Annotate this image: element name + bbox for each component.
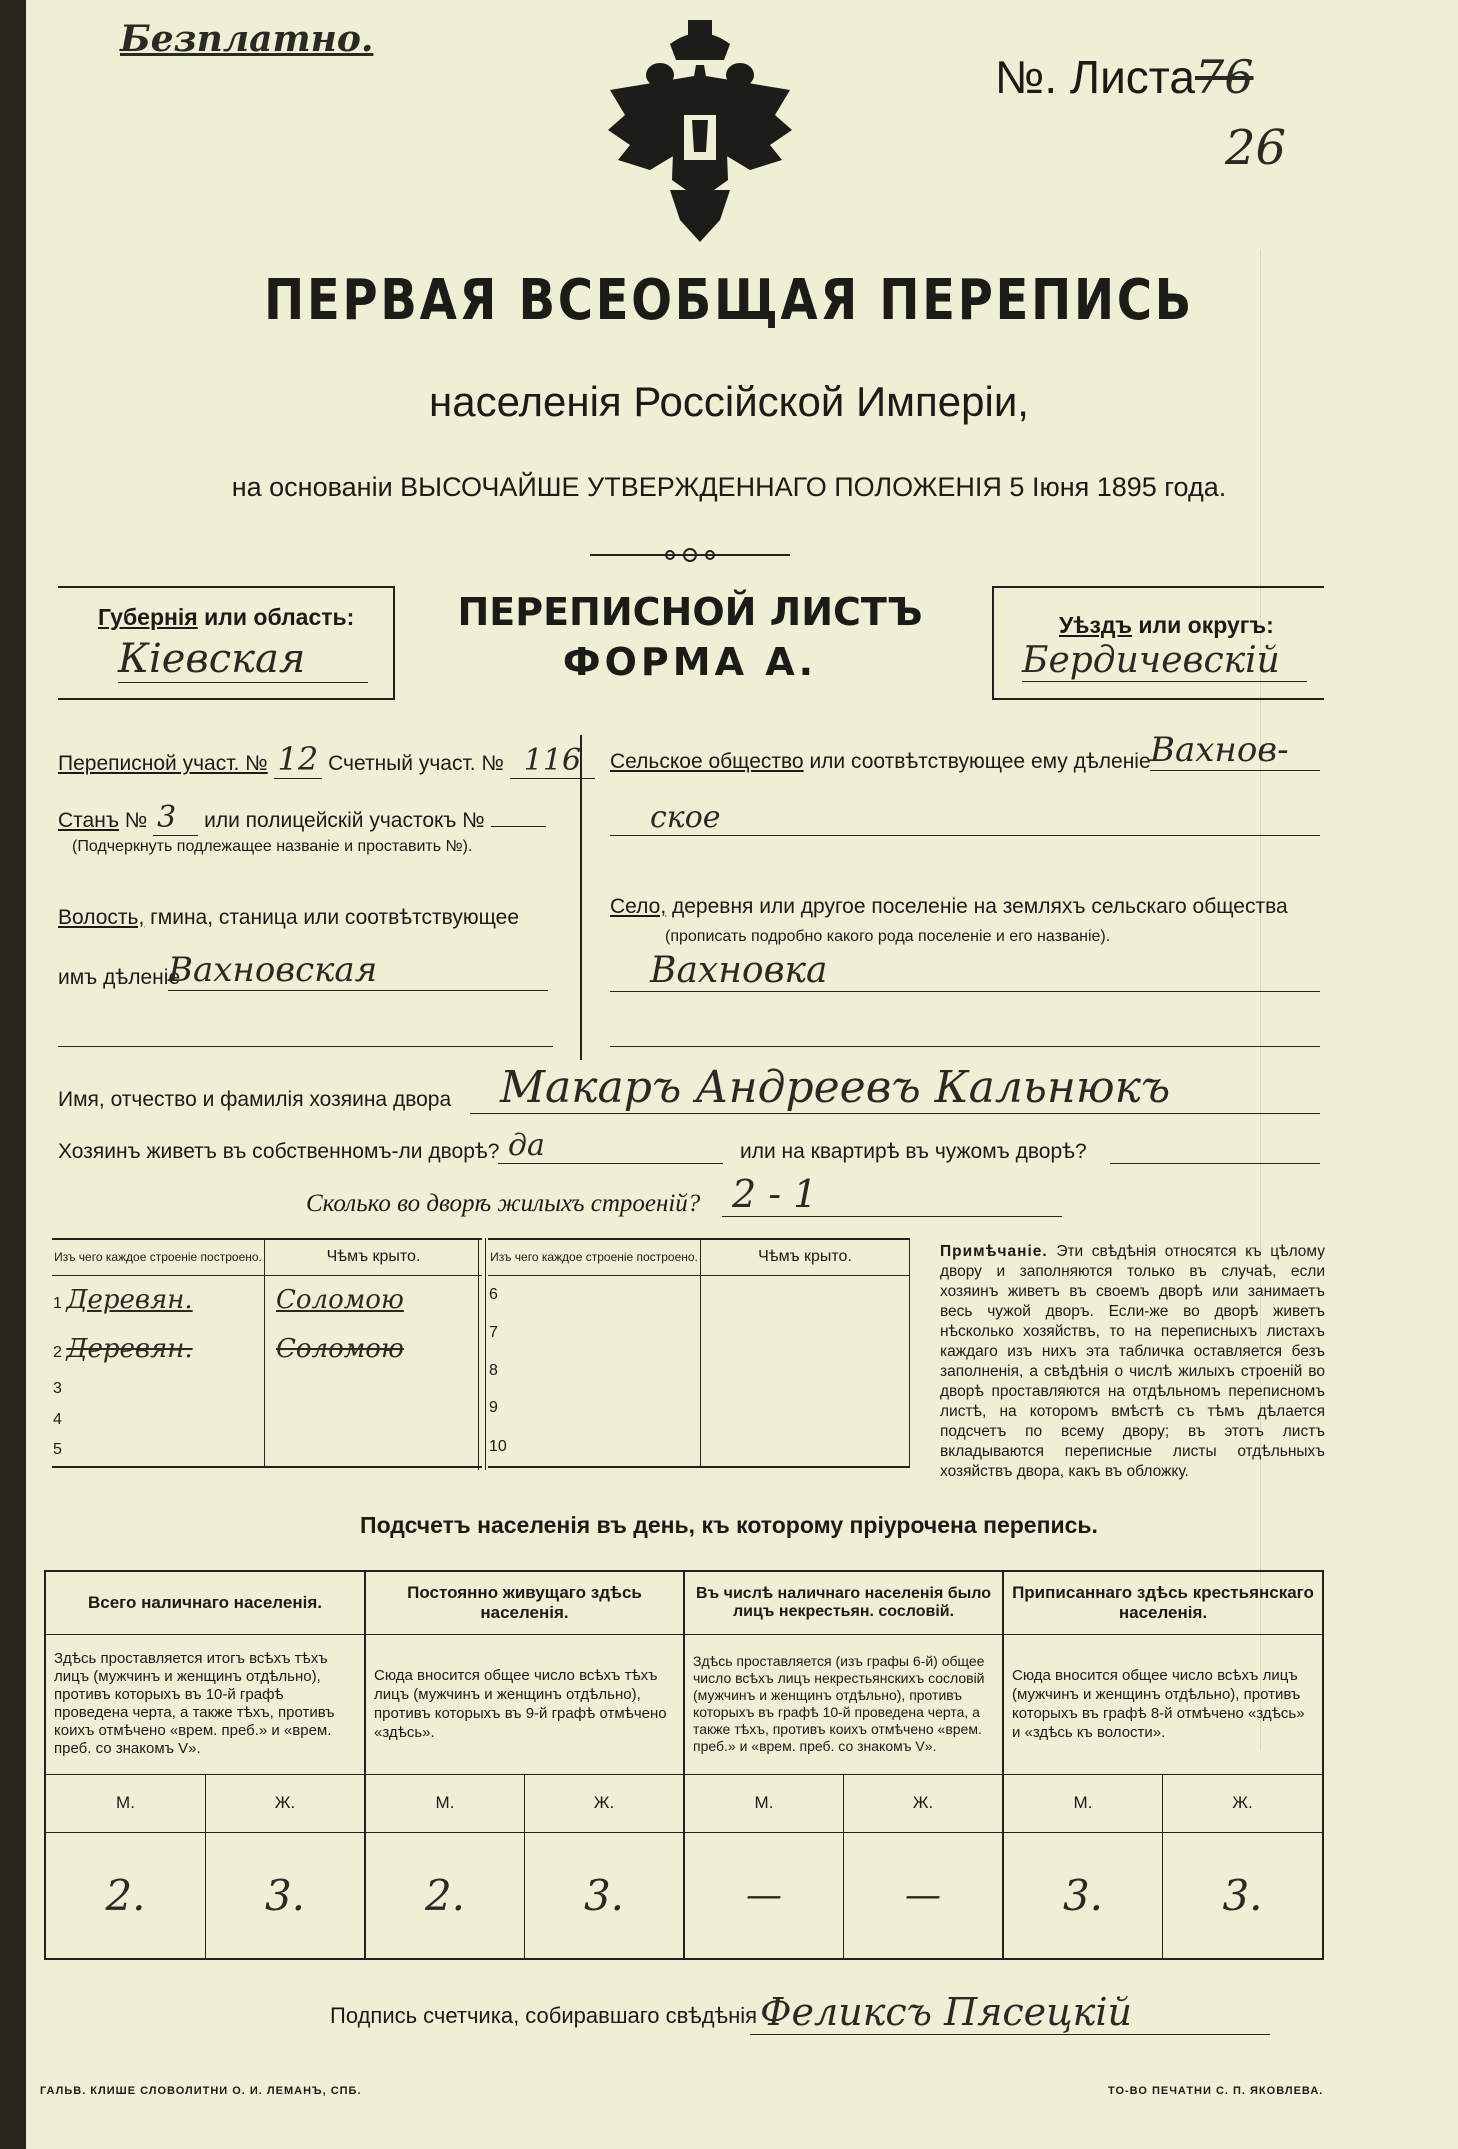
f-header: Ж. [1163,1774,1323,1832]
col-header-material-2: Изъ чего каждое строеніе построено. [488,1239,701,1275]
building-row: 6 [488,1275,910,1314]
count-f[interactable]: 3. [206,1832,366,1958]
building-row: 1 Деревян. Соломою [52,1275,482,1325]
volost-extra-line [58,1046,553,1047]
sheet-number [995,50,1253,104]
building-row: 9 [488,1389,910,1427]
f-header: Ж. [844,1774,1004,1832]
stan-row: Станъ № 3 или полицейскій участокъ № [58,800,546,835]
building-row: 10 [488,1427,910,1467]
building-row: 8 [488,1352,910,1390]
form-line2: ФОРМА А. [562,640,818,684]
signature-label: Подпись счетчика, собиравшаго свѣдѣнія [330,2003,758,2028]
building-roof[interactable]: Соломою [276,1334,404,1365]
group-title: Въ числѣ наличнаго населенія было лицъ некрестьян. сословій. [684,1572,1003,1634]
rural-society-value-1[interactable]: Вахнов- [1150,730,1320,771]
title: ПЕРВАЯ ВСЕОБЩАЯ ПЕРЕПИСЬ [264,268,1194,333]
note-text: Эти свѣдѣнія относятся къ цѣлому двору и заполняются только въ случаѣ, если хозяинъ живетъ въ своемъ дворѣ или занимаетъ весь чужой дворъ. Если-же во дворѣ живетъ нѣсколько хозяйствъ, то на переписныхъ листахъ каждаго изъ нихъ эта табличка оставляется безъ заполненія, а свѣдѣнія о числѣ жилыхъ строеній во дворѣ проставляются на отдѣльномъ переписномъ листѣ, на которомъ вмѣстѣ съ тѣмъ дѣлается подсчетъ по всему двору; въ этотъ листъ вкладываются переписные листы отдѣльныхъ хозяйствъ двора, какъ въ обложку. [940,1243,1325,1480]
building-roof[interactable]: Соломою [276,1285,404,1316]
count-m[interactable]: 2. [46,1832,206,1958]
rural-society-value-2[interactable]: ское [610,800,1320,836]
village-value[interactable]: Вахновка [610,950,1320,992]
rented-yard-field[interactable] [1110,1163,1320,1164]
group-title: Всего наличнаго населенія. [46,1572,365,1634]
police-section-field[interactable] [491,826,546,827]
population-table [44,1570,1324,1960]
census-section-row: Переписной участ. № 12 Счетный участ. № 116 [58,740,595,778]
buildings-table-left [52,1238,482,1468]
building-material[interactable]: Деревян. [66,1285,193,1316]
population-heading: Подсчетъ населенія въ день, къ которому пріурочена перепись. [360,1512,1098,1538]
f-header: Ж. [206,1774,366,1832]
district-value[interactable]: Бердичевскій [1022,640,1307,682]
group-desc: Сюда вносится общее число всѣхъ тѣхъ лицъ (мужчинъ и женщинъ отдѣльно), противъ которыхъ въ 9-й графѣ отмѣчено «здѣсь». [365,1634,684,1774]
owner-label: Имя, отчество и фамилія хозяина двора [58,1088,452,1111]
m-header: М. [1003,1774,1163,1832]
group-title: Приписаннаго здѣсь крестьянскаго населенія. [1003,1572,1322,1634]
form-line1: ПЕРЕПИСНОЙ ЛИСТЪ [457,590,923,634]
sheet-number-label: №. Листа [995,51,1195,103]
rented-yard-label: или на квартирѣ въ чужомъ дворѣ? [740,1140,1087,1163]
col-header-roof-2: Чѣмъ крыто. [701,1239,910,1275]
group-desc: Здѣсь проставляется (изъ графы 6-й) общее число всѣхъ лицъ некрестьянскихъ сословій (мужчинъ и женщинъ отдѣльно), противъ которыхъ въ графѣ 10-й проведена черта, а также тѣхъ, противъ коихъ отмѣчено «врем. преб.» и «врем. преб. со знакомъ V». [684,1634,1003,1774]
buildings-table-right [488,1238,910,1468]
table-double-divider [478,1238,486,1470]
volost-value[interactable]: Вахновская [168,950,548,991]
building-row: 3 [52,1374,482,1405]
group-title: Постоянно живущаго здѣсь населенія. [365,1572,684,1634]
own-yard-value[interactable]: да [498,1128,723,1164]
col-header-material: Изъ чего каждое строеніе построено. [52,1239,265,1275]
count-f[interactable]: 3. [1222,1870,1263,1920]
note-block [940,1242,1325,1482]
scan-edge [0,0,26,2149]
province-label: Губернія или область: [98,604,355,630]
stan-value[interactable]: 3 [153,800,198,836]
village-note: (прописать подробно какого рода поселеніе и его названіе). [665,928,1111,945]
ornament-divider [590,545,790,565]
form-heading [400,590,980,684]
rural-society-label: Сельское общество или соотвѣтствующее ему дѣленіе [610,750,1151,773]
count-m[interactable]: 2. [365,1832,525,1958]
building-row: 2 Деревян. Соломою [52,1325,482,1374]
volost-row2: имъ дѣленіе [58,966,181,989]
district-box [992,586,1324,700]
own-yard-label: Хозяинъ живетъ въ собственномъ-ли дворѣ? [58,1140,500,1163]
province-box [58,586,395,700]
building-material[interactable]: Деревян. [66,1334,193,1365]
imperial-eagle-emblem [600,20,800,245]
owner-value[interactable]: Макаръ Андреевъ Кальнюкъ [470,1062,1320,1114]
signature-value[interactable]: Феликсъ Пясецкій [750,1990,1270,2035]
province-value[interactable]: Кіевская [118,636,368,683]
village-label: Село, деревня или другое поселеніе на земляхъ сельскаго общества [610,895,1288,918]
district-label: Уѣздъ или округъ: [1059,612,1274,638]
building-row: 5 [52,1435,482,1467]
m-header: М. [46,1774,206,1832]
subtitle: населенія Россійской Имперіи, [429,378,1029,425]
count-section-value[interactable]: 116 [510,743,595,779]
sheet-number-value: 26 [1225,120,1287,176]
count-f[interactable]: 3. [525,1832,685,1958]
free-label: Безплатно. [120,18,374,60]
census-section-value[interactable]: 12 [274,740,323,779]
sheet-number-struck: 76 [1194,50,1254,104]
stan-note: (Подчеркнуть подлежащее названіе и проставить №). [72,838,473,855]
group-desc: Сюда вносится общее число всѣхъ лицъ (мужчинъ и женщинъ отдѣльно), противъ которыхъ въ графѣ 8-й отмѣчено «здѣсь» и «здѣсь къ волости». [1003,1634,1322,1774]
m-header: М. [684,1774,844,1832]
building-row: 4 [52,1404,482,1435]
column-divider [580,735,582,1060]
printer-right: ТО-ВО ПЕЧАТНИ С. П. ЯКОВЛЕВА. [1108,2085,1324,2097]
village-extra-line [610,1046,1320,1047]
volost-label: Волость, гмина, станица или соотвѣтствующее [58,906,520,929]
buildings-count-label: Сколько во дворѣ жилыхъ строеній? [306,1190,701,1217]
building-row: 7 [488,1314,910,1352]
note-title: Примѣчаніе. [940,1243,1048,1260]
col-header-roof: Чѣмъ крыто. [265,1239,483,1275]
legal-basis: на основаніи ВЫСОЧАЙШЕ УТВЕРЖДЕННАГО ПОЛОЖЕНІЯ 5 Іюня 1895 года. [231,472,1227,502]
count-m[interactable]: 3. [1003,1832,1163,1958]
count-f[interactable]: — [844,1832,1004,1958]
m-header: М. [365,1774,525,1832]
count-m[interactable]: — [684,1832,844,1958]
buildings-count-value[interactable]: 2 - 1 [722,1172,1062,1217]
printer-left: ГАЛЬВ. КЛИШЕ СЛОВОЛИТНИ О. И. ЛЕМАНЪ, СПБ. [40,2085,362,2097]
f-header: Ж. [525,1774,685,1832]
group-desc: Здѣсь проставляется итогъ всѣхъ тѣхъ лицъ (мужчинъ и женщинъ отдѣльно), противъ которыхъ въ 10-й графѣ проведена черта, а также тѣхъ, противъ коихъ отмѣчено «врем. преб.» и «врем. преб. со знакомъ V». [46,1634,365,1774]
